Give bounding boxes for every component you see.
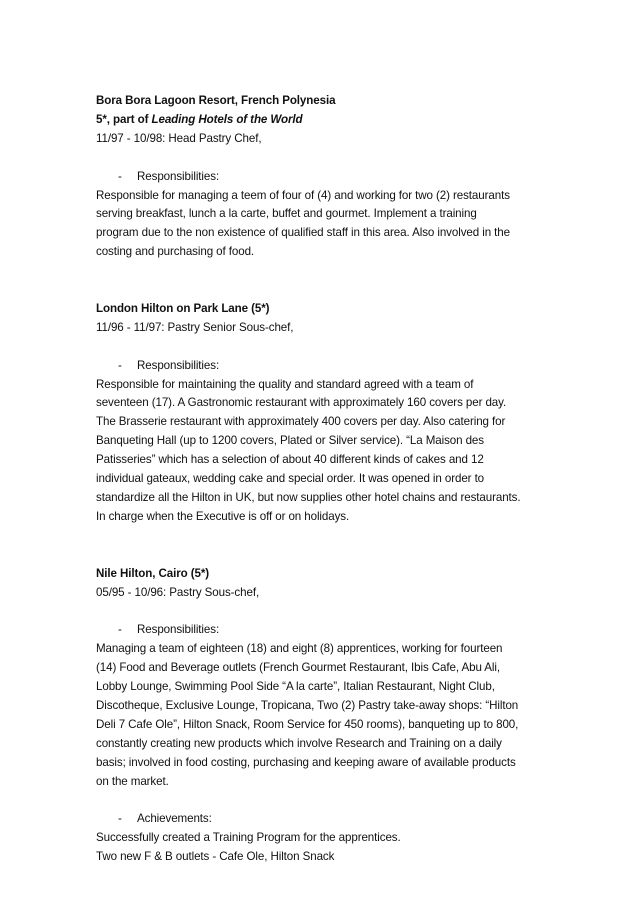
subtitle-italic: Leading Hotels of the World (151, 112, 303, 126)
body-line: constantly creating new products which involve Research and Training on a daily (96, 736, 502, 750)
body-line: Responsible for managing a teem of four of (4) and working for two (2) restaurants (96, 188, 510, 202)
body-line: standardize all the Hilton in UK, but now supplies other hotel chains and restaurants. (96, 490, 521, 504)
body-line: on the market. (96, 774, 169, 788)
body-line: Deli 7 Cafe Ole”, Hilton Snack, Room Service for 450 rooms), banqueting up to 800, (96, 717, 519, 731)
body-line: Discotheque, Exclusive Lounge, Tropicana, Two (2) Pastry take-away shops: “Hilton (96, 698, 519, 712)
section-subtitle (96, 111, 566, 130)
body-line: Two new F & B outlets - Cafe Ole, Hilton Snack (96, 850, 335, 864)
body-line: Responsible for maintaining the quality and standard agreed with a team of (96, 377, 474, 391)
dash-bullet: - (118, 169, 122, 183)
body-line: individual gateaux, wedding cake and special order. It was opened in order to (96, 472, 485, 486)
block-heading-responsibilities (96, 168, 566, 187)
dash-bullet: - (118, 812, 122, 826)
body-line: Managing a team of eighteen (18) and eight (8) apprentices, working for fourteen (96, 642, 503, 656)
section-period: 05/95 - 10/96: Pastry Sous-chef, (96, 585, 260, 599)
block-heading-responsibilities (96, 357, 566, 376)
body-line: Banqueting Hall (up to 1200 covers, Plated or Silver service). “La Maison des (96, 434, 484, 448)
section-period: 11/96 - 11/97: Pastry Senior Sous-chef, (96, 320, 294, 334)
body-line: seventeen (17). A Gastronomic restaurant with approximately 160 covers per day. (96, 396, 507, 410)
section-title: London Hilton on Park Lane (5*) (96, 301, 270, 315)
section-title: Nile Hilton, Cairo (5*) (96, 566, 210, 580)
block-heading-label: Achievements: (137, 812, 212, 826)
block-heading-label: Responsibilities: (137, 623, 220, 637)
body-line: The Brasserie restaurant with approximately 400 covers per day. Also catering for (96, 415, 506, 429)
body-line: basis; involved in food costing, purchasing and keeping aware of available products (96, 755, 516, 769)
body-line: Lobby Lounge, Swimming Pool Side “A la carte”, Italian Restaurant, Night Club, (96, 680, 495, 694)
block-heading-label: Responsibilities: (137, 358, 220, 372)
dash-bullet: - (118, 623, 122, 637)
body-line: (14) Food and Beverage outlets (French Gourmet Restaurant, Ibis Cafe, Abu Ali, (96, 661, 500, 675)
resume-page (96, 92, 566, 867)
experience-section-london-hilton (96, 300, 566, 527)
block-heading-responsibilities (96, 621, 566, 640)
section-period: 11/97 - 10/98: Head Pastry Chef, (96, 131, 262, 145)
block-heading-label: Responsibilities: (137, 169, 220, 183)
block-heading-achievements (96, 810, 566, 829)
body-line: costing and purchasing of food. (96, 245, 255, 259)
body-line: program due to the non existence of qualified staff in this area. Also involved in the (96, 226, 510, 240)
experience-section-bora-bora (96, 92, 566, 262)
body-line: In charge when the Executive is off or on holidays. (96, 509, 350, 523)
section-title: Bora Bora Lagoon Resort, French Polynesia (96, 94, 336, 107)
body-line: serving breakfast, lunch a la carte, buffet and gourmet. Implement a training (96, 207, 477, 221)
body-line: Successfully created a Training Program for the apprentices. (96, 831, 401, 845)
dash-bullet: - (118, 358, 122, 372)
subtitle-prefix: 5*, part of (96, 112, 152, 126)
body-line: Patisseries” which has a selection of about 40 different kinds of cakes and 12 (96, 453, 484, 467)
experience-section-nile-hilton (96, 565, 566, 867)
